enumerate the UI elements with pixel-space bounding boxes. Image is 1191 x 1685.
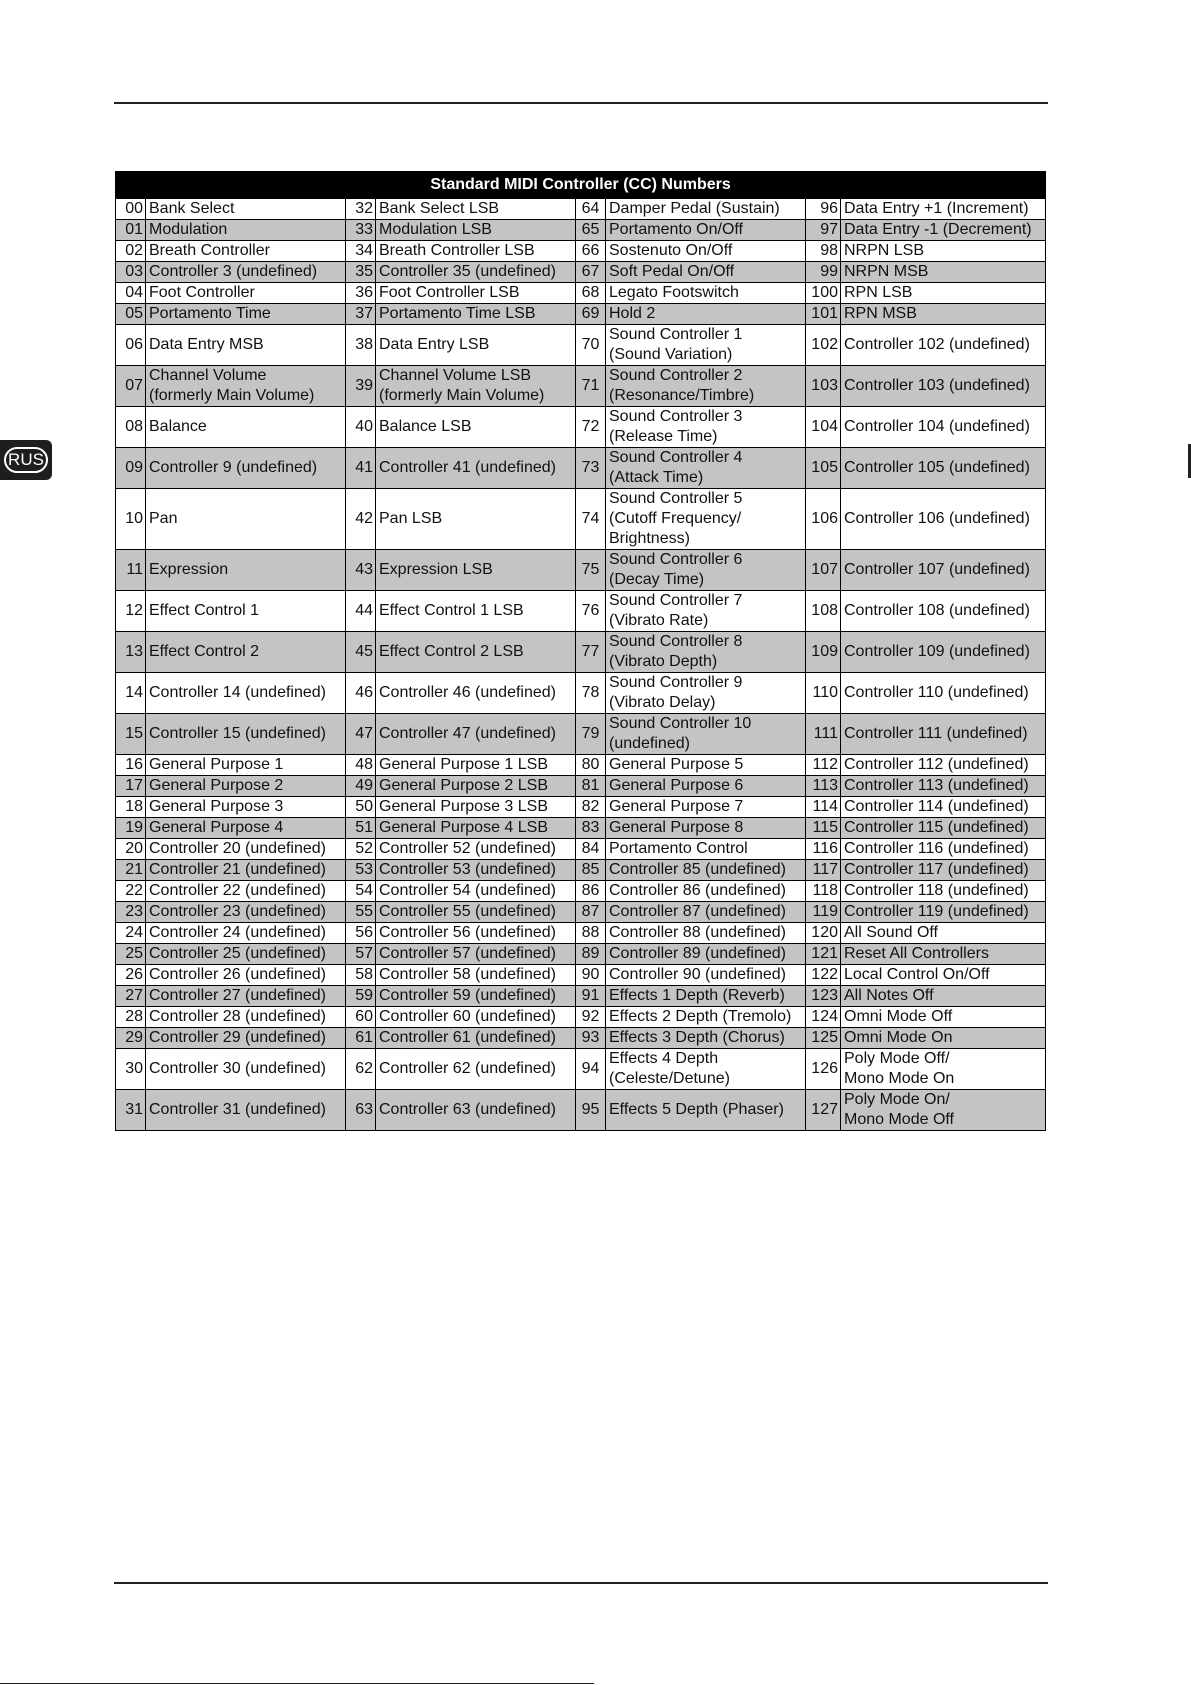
cc-function: Controller 41 (undefined) [376,448,576,489]
cc-function: Controller 114 (undefined) [841,797,1046,818]
cc-function: General Purpose 1 LSB [376,755,576,776]
cc-function: Sound Controller 5 (Cutoff Frequency/ Brightness) [606,489,806,550]
cc-function: Controller 20 (undefined) [146,839,346,860]
table-row [116,986,1046,1007]
cc-function: NRPN LSB [841,241,1046,262]
cc-function: General Purpose 2 LSB [376,776,576,797]
cc-function: General Purpose 6 [606,776,806,797]
cc-function: Data Entry +1 (Increment) [841,199,1046,220]
table-row [116,860,1046,881]
cc-number: 19 [116,818,146,839]
cc-function: Controller 3 (undefined) [146,262,346,283]
cc-number: 21 [116,860,146,881]
cc-number: 58 [346,965,376,986]
cc-function: Controller 115 (undefined) [841,818,1046,839]
cc-number: 118 [806,881,841,902]
cc-number: 67 [576,262,606,283]
cc-number: 72 [576,407,606,448]
cc-function: Effect Control 1 [146,591,346,632]
cc-function: Controller 27 (undefined) [146,986,346,1007]
cc-number: 33 [346,220,376,241]
cc-number: 20 [116,839,146,860]
cc-function: Controller 25 (undefined) [146,944,346,965]
cc-function: All Notes Off [841,986,1046,1007]
cc-function: Controller 26 (undefined) [146,965,346,986]
cc-number: 45 [346,632,376,673]
cc-number: 106 [806,489,841,550]
cc-number: 76 [576,591,606,632]
cc-function: Controller 111 (undefined) [841,714,1046,755]
cc-number: 83 [576,818,606,839]
cc-function: Sound Controller 8 (Vibrato Depth) [606,632,806,673]
table-row [116,1007,1046,1028]
cc-function: Omni Mode On [841,1028,1046,1049]
cc-number: 00 [116,199,146,220]
cc-function: Effects 4 Depth (Celeste/Detune) [606,1049,806,1090]
cc-function: Foot Controller LSB [376,283,576,304]
cc-function: Pan LSB [376,489,576,550]
cc-number: 93 [576,1028,606,1049]
cc-number: 35 [346,262,376,283]
table-row [116,591,1046,632]
cc-number: 41 [346,448,376,489]
cc-function: Controller 86 (undefined) [606,881,806,902]
cc-function: Sostenuto On/Off [606,241,806,262]
cc-function: Data Entry MSB [146,325,346,366]
cc-function: Local Control On/Off [841,965,1046,986]
cc-number: 24 [116,923,146,944]
cc-function: Sound Controller 6 (Decay Time) [606,550,806,591]
cc-function: Omni Mode Off [841,1007,1046,1028]
cc-function: Sound Controller 7 (Vibrato Rate) [606,591,806,632]
cc-function: Controller 108 (undefined) [841,591,1046,632]
cc-number: 69 [576,304,606,325]
cc-function: Breath Controller [146,241,346,262]
cc-number: 115 [806,818,841,839]
cc-function: Controller 56 (undefined) [376,923,576,944]
table-row [116,304,1046,325]
cc-function: Effect Control 2 [146,632,346,673]
cc-number: 01 [116,220,146,241]
cc-function: Modulation [146,220,346,241]
table-row [116,1028,1046,1049]
cc-number: 100 [806,283,841,304]
cc-number: 113 [806,776,841,797]
cc-number: 124 [806,1007,841,1028]
table-row [116,241,1046,262]
cc-number: 03 [116,262,146,283]
cc-number: 29 [116,1028,146,1049]
cc-number: 34 [346,241,376,262]
cc-function: Soft Pedal On/Off [606,262,806,283]
cc-number: 52 [346,839,376,860]
cc-number: 121 [806,944,841,965]
cc-number: 40 [346,407,376,448]
cc-number: 65 [576,220,606,241]
cc-function: Controller 106 (undefined) [841,489,1046,550]
language-tab[interactable] [0,440,52,480]
cc-function: General Purpose 8 [606,818,806,839]
cc-function: Controller 105 (undefined) [841,448,1046,489]
cc-function: Controller 112 (undefined) [841,755,1046,776]
cc-function: Controller 55 (undefined) [376,902,576,923]
cc-number: 28 [116,1007,146,1028]
cc-function: Sound Controller 1 (Sound Variation) [606,325,806,366]
cc-number: 06 [116,325,146,366]
cc-number: 77 [576,632,606,673]
table-row [116,797,1046,818]
cc-function: Balance LSB [376,407,576,448]
cc-function: General Purpose 7 [606,797,806,818]
cc-number: 43 [346,550,376,591]
cc-function: Controller 30 (undefined) [146,1049,346,1090]
cc-function: Controller 104 (undefined) [841,407,1046,448]
cc-function: Controller 118 (undefined) [841,881,1046,902]
cc-function: General Purpose 4 LSB [376,818,576,839]
cc-number: 57 [346,944,376,965]
cc-number: 05 [116,304,146,325]
cc-number: 62 [346,1049,376,1090]
cc-number: 86 [576,881,606,902]
cc-function: Hold 2 [606,304,806,325]
cc-function: Effect Control 1 LSB [376,591,576,632]
cc-function: Effects 5 Depth (Phaser) [606,1090,806,1131]
cc-number: 61 [346,1028,376,1049]
cc-number: 78 [576,673,606,714]
cc-function: Controller 113 (undefined) [841,776,1046,797]
cc-function: Poly Mode Off/ Mono Mode On [841,1049,1046,1090]
page-bottom-rule [0,1683,594,1684]
cc-function: General Purpose 2 [146,776,346,797]
cc-function: Controller 109 (undefined) [841,632,1046,673]
cc-number: 55 [346,902,376,923]
cc-number: 105 [806,448,841,489]
cc-number: 37 [346,304,376,325]
cc-number: 123 [806,986,841,1007]
cc-function: Controller 15 (undefined) [146,714,346,755]
cc-function: Legato Footswitch [606,283,806,304]
cc-number: 31 [116,1090,146,1131]
cc-number: 08 [116,407,146,448]
cc-function: Effects 3 Depth (Chorus) [606,1028,806,1049]
cc-function: Controller 117 (undefined) [841,860,1046,881]
cc-number: 85 [576,860,606,881]
cc-number: 89 [576,944,606,965]
table-row [116,262,1046,283]
cc-number: 82 [576,797,606,818]
cc-function: Bank Select LSB [376,199,576,220]
table-row [116,755,1046,776]
table-row [116,965,1046,986]
cc-number: 36 [346,283,376,304]
cc-function: Sound Controller 10 (undefined) [606,714,806,755]
cc-number: 68 [576,283,606,304]
cc-function: Bank Select [146,199,346,220]
cc-number: 50 [346,797,376,818]
cc-number: 11 [116,550,146,591]
cc-function: Controller 60 (undefined) [376,1007,576,1028]
cc-function: Data Entry LSB [376,325,576,366]
cc-number: 107 [806,550,841,591]
cc-function: Controller 116 (undefined) [841,839,1046,860]
cc-number: 103 [806,366,841,407]
footer-rule [114,1582,1048,1584]
cc-number: 99 [806,262,841,283]
cc-number: 60 [346,1007,376,1028]
cc-number: 84 [576,839,606,860]
cc-number: 26 [116,965,146,986]
cc-number: 38 [346,325,376,366]
cc-number: 111 [806,714,841,755]
cc-function: Controller 58 (undefined) [376,965,576,986]
cc-function: Controller 46 (undefined) [376,673,576,714]
cc-function: Sound Controller 2 (Resonance/Timbre) [606,366,806,407]
table-row [116,489,1046,550]
cc-function: Controller 57 (undefined) [376,944,576,965]
table-row [116,902,1046,923]
cc-number: 02 [116,241,146,262]
cc-function: Controller 102 (undefined) [841,325,1046,366]
cc-function: Channel Volume (formerly Main Volume) [146,366,346,407]
cc-number: 27 [116,986,146,1007]
cc-number: 56 [346,923,376,944]
cc-number: 47 [346,714,376,755]
cc-function: Controller 119 (undefined) [841,902,1046,923]
cc-function: Controller 47 (undefined) [376,714,576,755]
cc-number: 16 [116,755,146,776]
cc-number: 22 [116,881,146,902]
cc-number: 88 [576,923,606,944]
cc-function: Effects 2 Depth (Tremolo) [606,1007,806,1028]
cc-number: 119 [806,902,841,923]
cc-number: 96 [806,199,841,220]
cc-number: 48 [346,755,376,776]
cc-number: 94 [576,1049,606,1090]
cc-number: 63 [346,1090,376,1131]
cc-function: General Purpose 5 [606,755,806,776]
cc-function: Controller 88 (undefined) [606,923,806,944]
cc-function: General Purpose 3 [146,797,346,818]
cc-number: 23 [116,902,146,923]
table-row [116,407,1046,448]
cc-function: Sound Controller 3 (Release Time) [606,407,806,448]
table-row [116,776,1046,797]
cc-function: General Purpose 1 [146,755,346,776]
cc-number: 102 [806,325,841,366]
cc-function: Effects 1 Depth (Reverb) [606,986,806,1007]
table-body [116,199,1046,1131]
cc-number: 32 [346,199,376,220]
cc-number: 46 [346,673,376,714]
cc-function: Portamento Time [146,304,346,325]
cc-number: 17 [116,776,146,797]
cc-number: 49 [346,776,376,797]
table-row [116,366,1046,407]
cc-function: Portamento Time LSB [376,304,576,325]
cc-function: Controller 53 (undefined) [376,860,576,881]
cc-function: Pan [146,489,346,550]
cc-number: 18 [116,797,146,818]
cc-number: 04 [116,283,146,304]
table-row [116,673,1046,714]
cc-function: Controller 22 (undefined) [146,881,346,902]
cc-number: 120 [806,923,841,944]
cc-function: Controller 14 (undefined) [146,673,346,714]
cc-function: RPN LSB [841,283,1046,304]
cc-function: Channel Volume LSB (formerly Main Volume) [376,366,576,407]
cc-function: Poly Mode On/ Mono Mode Off [841,1090,1046,1131]
table-row [116,550,1046,591]
cc-number: 125 [806,1028,841,1049]
table-row [116,220,1046,241]
cc-number: 91 [576,986,606,1007]
cc-number: 66 [576,241,606,262]
cc-number: 117 [806,860,841,881]
cc-function: Controller 89 (undefined) [606,944,806,965]
cc-number: 70 [576,325,606,366]
cc-function: General Purpose 4 [146,818,346,839]
cc-number: 15 [116,714,146,755]
table-row [116,448,1046,489]
header-rule [114,102,1048,104]
cc-number: 09 [116,448,146,489]
cc-number: 75 [576,550,606,591]
cc-function: Controller 35 (undefined) [376,262,576,283]
cc-function: Portamento On/Off [606,220,806,241]
cc-number: 92 [576,1007,606,1028]
cc-number: 87 [576,902,606,923]
cc-function: Controller 59 (undefined) [376,986,576,1007]
table-row [116,944,1046,965]
cc-number: 10 [116,489,146,550]
cc-function: Controller 54 (undefined) [376,881,576,902]
cc-function: Controller 23 (undefined) [146,902,346,923]
cc-number: 112 [806,755,841,776]
cc-number: 13 [116,632,146,673]
cc-number: 71 [576,366,606,407]
cc-function: Controller 103 (undefined) [841,366,1046,407]
table-title: Standard MIDI Controller (CC) Numbers [116,172,1046,199]
cc-function: Foot Controller [146,283,346,304]
cc-number: 108 [806,591,841,632]
cc-function: Reset All Controllers [841,944,1046,965]
cc-number: 95 [576,1090,606,1131]
cc-number: 79 [576,714,606,755]
cc-function: Controller 85 (undefined) [606,860,806,881]
table-row [116,632,1046,673]
table-row [116,839,1046,860]
table-row [116,923,1046,944]
cc-number: 98 [806,241,841,262]
cc-function: Expression [146,550,346,591]
cc-number: 73 [576,448,606,489]
table-row [116,199,1046,220]
cc-number: 12 [116,591,146,632]
cc-function: Controller 62 (undefined) [376,1049,576,1090]
cc-function: RPN MSB [841,304,1046,325]
cc-function: Expression LSB [376,550,576,591]
cc-function: Sound Controller 9 (Vibrato Delay) [606,673,806,714]
cc-function: Controller 29 (undefined) [146,1028,346,1049]
cc-function: Controller 107 (undefined) [841,550,1046,591]
midi-cc-table [115,171,1046,1131]
cc-function: Controller 21 (undefined) [146,860,346,881]
cc-function: Controller 24 (undefined) [146,923,346,944]
cc-number: 07 [116,366,146,407]
cc-function: Controller 31 (undefined) [146,1090,346,1131]
cc-function: Controller 63 (undefined) [376,1090,576,1131]
cc-number: 109 [806,632,841,673]
cc-number: 51 [346,818,376,839]
cc-function: Damper Pedal (Sustain) [606,199,806,220]
cc-function: Controller 61 (undefined) [376,1028,576,1049]
cc-number: 25 [116,944,146,965]
cc-number: 30 [116,1049,146,1090]
cc-function: Modulation LSB [376,220,576,241]
cc-number: 53 [346,860,376,881]
table-row [116,1049,1046,1090]
cc-number: 59 [346,986,376,1007]
cc-function: Controller 28 (undefined) [146,1007,346,1028]
cc-function: Breath Controller LSB [376,241,576,262]
table-row [116,1090,1046,1131]
cc-number: 44 [346,591,376,632]
table-title-row [116,172,1046,199]
cc-number: 127 [806,1090,841,1131]
cc-function: General Purpose 3 LSB [376,797,576,818]
table-row [116,881,1046,902]
cc-number: 39 [346,366,376,407]
table-row [116,283,1046,304]
cc-function: Controller 90 (undefined) [606,965,806,986]
cc-number: 74 [576,489,606,550]
cc-number: 97 [806,220,841,241]
cc-number: 110 [806,673,841,714]
cc-number: 81 [576,776,606,797]
cc-number: 42 [346,489,376,550]
cc-number: 90 [576,965,606,986]
cc-function: Portamento Control [606,839,806,860]
cc-number: 126 [806,1049,841,1090]
cc-function: Data Entry -1 (Decrement) [841,220,1046,241]
table-row [116,714,1046,755]
language-tab-label: RUS [4,447,48,473]
cc-number: 101 [806,304,841,325]
cc-function: Controller 110 (undefined) [841,673,1046,714]
cc-function: Effect Control 2 LSB [376,632,576,673]
cc-function: NRPN MSB [841,262,1046,283]
cc-number: 80 [576,755,606,776]
cc-function: All Sound Off [841,923,1046,944]
cc-number: 122 [806,965,841,986]
table-row [116,818,1046,839]
cc-number: 114 [806,797,841,818]
cc-number: 64 [576,199,606,220]
cc-number: 116 [806,839,841,860]
cc-function: Sound Controller 4 (Attack Time) [606,448,806,489]
cc-function: Controller 87 (undefined) [606,902,806,923]
cc-function: Controller 52 (undefined) [376,839,576,860]
cc-number: 14 [116,673,146,714]
cc-number: 104 [806,407,841,448]
cc-function: Controller 9 (undefined) [146,448,346,489]
cc-number: 54 [346,881,376,902]
table-row [116,325,1046,366]
cc-function: Balance [146,407,346,448]
